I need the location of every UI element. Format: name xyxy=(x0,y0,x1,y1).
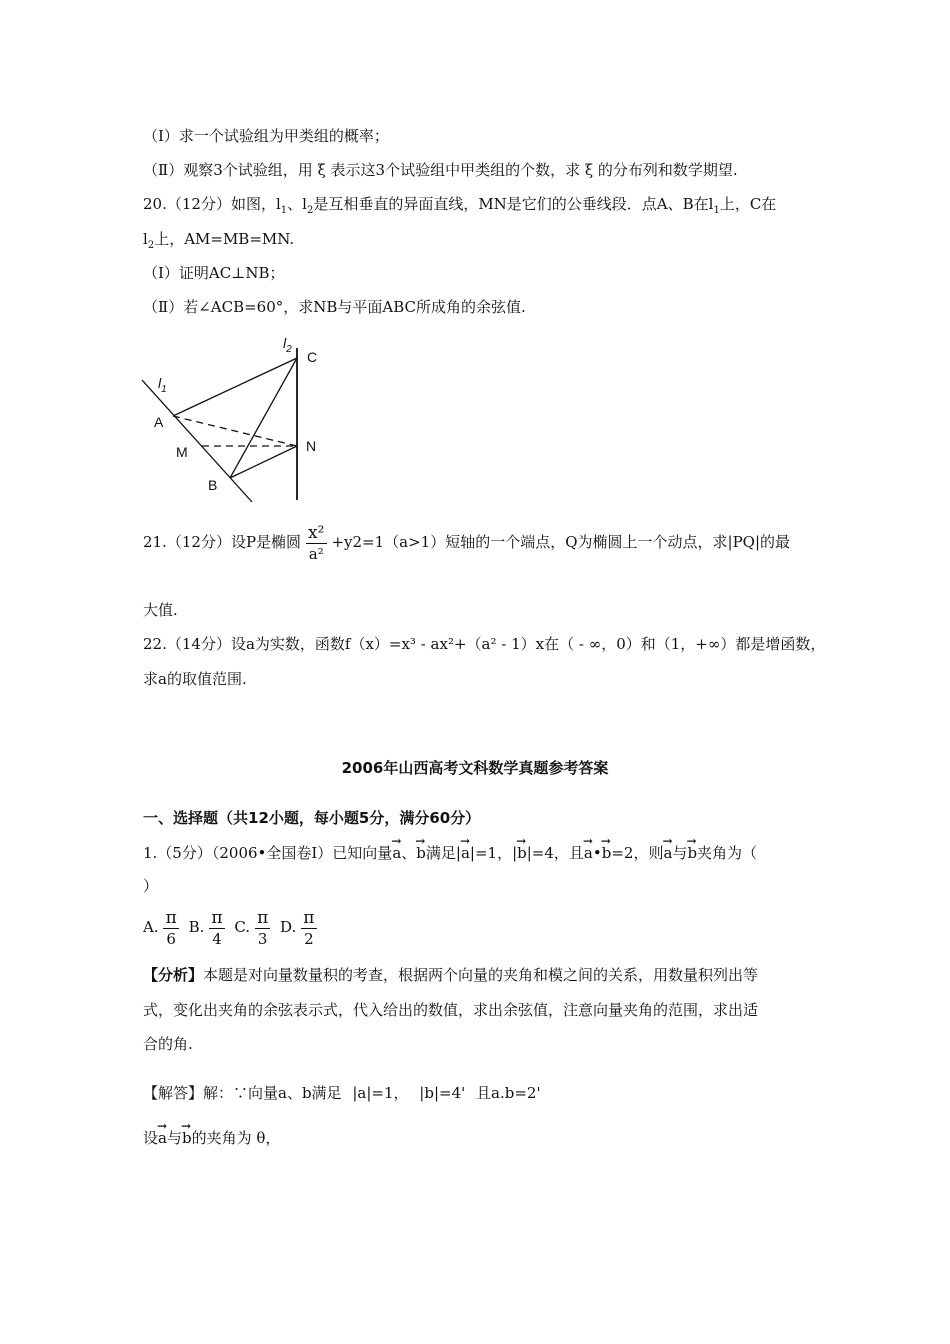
label-l1: $l_1$ xyxy=(158,375,167,395)
option-d: D. $\frac{\pi}{2}$ xyxy=(280,918,321,936)
q22-line2: 求a的取值范围. xyxy=(143,670,247,688)
a1-stem: 1.（5分）（2006•全国卷Ⅰ）已知向量→ a、→ b满足|→ a|=1，|→ b|=4，且→ a•→ b=2，则→ a与→ b夹角为（ xyxy=(143,843,757,863)
analysis-line2: 式，变化出夹角的余弦表示式，代入给出的数值，求出余弦值，注意向量夹角的范围，求出适 xyxy=(143,1001,759,1019)
a1-options xyxy=(143,905,321,949)
option-a: A. $\frac{\pi}{6}$ xyxy=(143,918,184,936)
section-heading: 一、选择题（共12小题，每小题5分，满分60分） xyxy=(143,809,481,827)
q19-part1: （Ⅰ）求一个试验组为甲类组的概率； xyxy=(143,127,389,145)
segment-bn xyxy=(230,446,297,478)
geometry-diagram xyxy=(140,330,340,505)
q21-stem: 21.（12分）设P是椭圆 $\frac{\text{x²}}{\text{a²}}$ +y2=1（a>1）短轴的一个端点，Q为椭圆上一个动点，求|PQ|的最 xyxy=(143,522,791,563)
ellipse-fraction: $\frac{\text{x²}}{\text{a²}}$ xyxy=(305,523,327,564)
label-n: N xyxy=(306,438,317,454)
option-c: C. $\frac{\pi}{3}$ xyxy=(234,918,275,936)
q20-stem-line2: $l_2$上，AM=MB=MN. xyxy=(143,230,295,251)
analysis-line1: 【分析】本题是对向量数量积的考查，根据两个向量的夹角和模之间的关系，用数量积列出等 xyxy=(143,966,759,984)
q22-line1: 22.（14分）设a为实数，函数f（x）=x³ - ax²+（a² - 1）x在（ - ∞，0）和（1，+∞）都是增函数， xyxy=(143,635,826,653)
label-c: C xyxy=(307,349,318,365)
segment-ac xyxy=(173,358,297,416)
q19-part2: （Ⅱ）观察3个试验组，用 ξ 表示这3个试验组中甲类组的个数，求 ξ 的分布列和数学期望. xyxy=(143,161,738,179)
segment-bc xyxy=(230,358,297,478)
q20-stem: 20.（12分）如图，$l_1$、$l_2$是互相垂直的异面直线，MN是它们的公垂线段．点A、B在$l_1$上，C在 xyxy=(143,195,777,216)
label-b: B xyxy=(208,477,218,493)
label-l2: $l_2$ xyxy=(283,335,292,355)
solution-line1: 【解答】解：∵向量a、b满足 |a|=1， |b|=4' 且a.b=2' xyxy=(143,1084,541,1102)
label-m: M xyxy=(176,444,188,460)
q20-part2: （Ⅱ）若∠ACB=60°，求NB与平面ABC所成角的余弦值. xyxy=(143,298,526,316)
q21-line2: 大值. xyxy=(143,601,178,619)
line-l1 xyxy=(142,380,252,502)
label-a: A xyxy=(154,414,164,430)
answer-title: 2006年山西高考文科数学真题参考答案 xyxy=(341,759,609,777)
option-b: B. $\frac{\pi}{4}$ xyxy=(189,918,230,936)
q20-part1: （Ⅰ）证明AC⊥NB； xyxy=(143,264,285,282)
analysis-line3: 合的角. xyxy=(143,1035,193,1053)
a1-stem-close: ） xyxy=(143,877,159,895)
segment-an xyxy=(173,416,297,446)
solution-line2: 设→ a与→ b的夹角为 θ， xyxy=(143,1128,280,1148)
